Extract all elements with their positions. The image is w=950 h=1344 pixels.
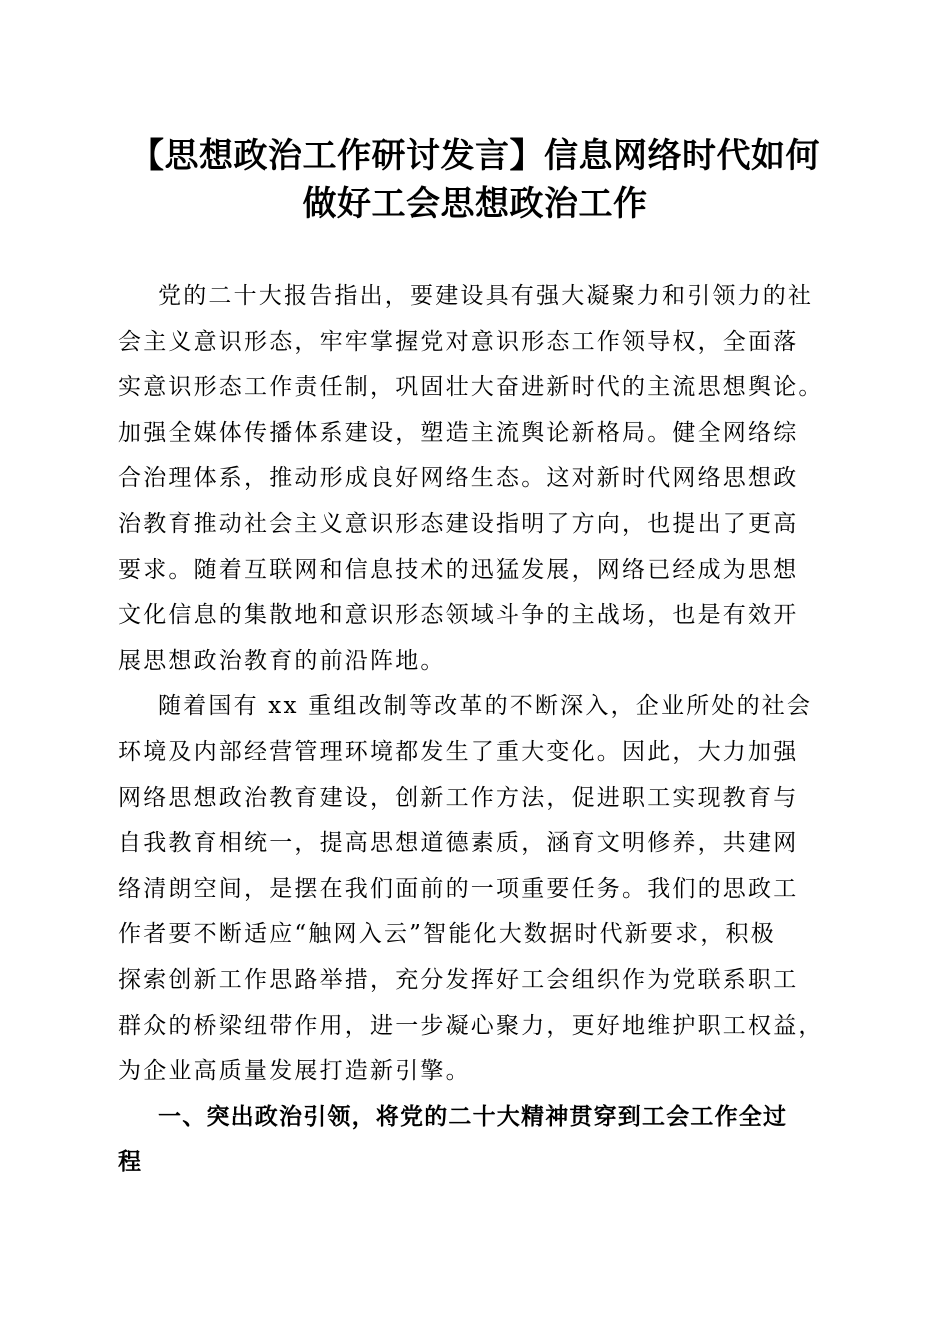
paragraph-line: 作者要不断适应“触网入云”智能化大数据时代新要求，积极 — [118, 921, 776, 948]
paragraph-line: 为企业高质量发展打造新引擎。 — [118, 1058, 471, 1085]
paragraph-line: 展思想政治教育的前沿阵地。 — [118, 647, 446, 674]
paragraph-line: 自我教育相统一，提高思想道德素质，涵育文明修养，共建网 — [118, 830, 799, 857]
section-heading — [118, 1095, 850, 1186]
paragraph-line: 群众的桥梁纽带作用，进一步凝心聚力，更好地维护职工权益， — [118, 1012, 824, 1039]
paragraph-line: 探索创新工作思路举措，充分发挥好工会组织作为党联系职工 — [118, 966, 799, 993]
paragraph-line: 加强全媒体传播体系建设，塑造主流舆论新格局。健全网络综 — [118, 419, 799, 446]
paragraph-line: 要求。随着互联网和信息技术的迅猛发展，网络已经成为思想 — [118, 556, 799, 583]
document-title — [100, 132, 850, 228]
section-heading-line: 程 — [118, 1149, 143, 1176]
title-line-1: 【思想政治工作研讨发言】信息网络时代如何 — [130, 136, 820, 176]
paragraph-line: 会主义意识形态，牢牢掌握党对意识形态工作领导权，全面落 — [118, 328, 799, 355]
paragraph-2 — [118, 684, 850, 1094]
document-body — [118, 274, 850, 1186]
paragraph-line: 实意识形态工作责任制，巩固壮大奋进新时代的主流思想舆论。 — [118, 374, 824, 401]
paragraph-line: 文化信息的集散地和意识形态领域斗争的主战场，也是有效开 — [118, 602, 799, 629]
paragraph-line: 网络思想政治教育建设，创新工作方法，促进职工实现教育与 — [118, 784, 799, 811]
paragraph-line: 治教育推动社会主义意识形态建设指明了方向，也提出了更高 — [118, 510, 799, 537]
title-line-2: 做好工会思想政治工作 — [302, 184, 648, 224]
paragraph-line: 络清朗空间，是摆在我们面前的一项重要任务。我们的思政工 — [118, 875, 799, 902]
paragraph-line: 合治理体系，推动形成良好网络生态。这对新时代网络思想政 — [118, 465, 799, 492]
section-heading-line: 一、突出政治引领，将党的二十大精神贯穿到工会工作全过 — [158, 1103, 788, 1130]
paragraph-line: 党的二十大报告指出，要建设具有强大凝聚力和引领力的社 — [158, 283, 814, 309]
paragraph-line: 随着国有 xx 重组改制等改革的不断深入，企业所处的社会 — [158, 693, 813, 720]
paragraph-1 — [118, 274, 850, 684]
paragraph-line: 环境及内部经营管理环境都发生了重大变化。因此，大力加强 — [118, 738, 799, 765]
